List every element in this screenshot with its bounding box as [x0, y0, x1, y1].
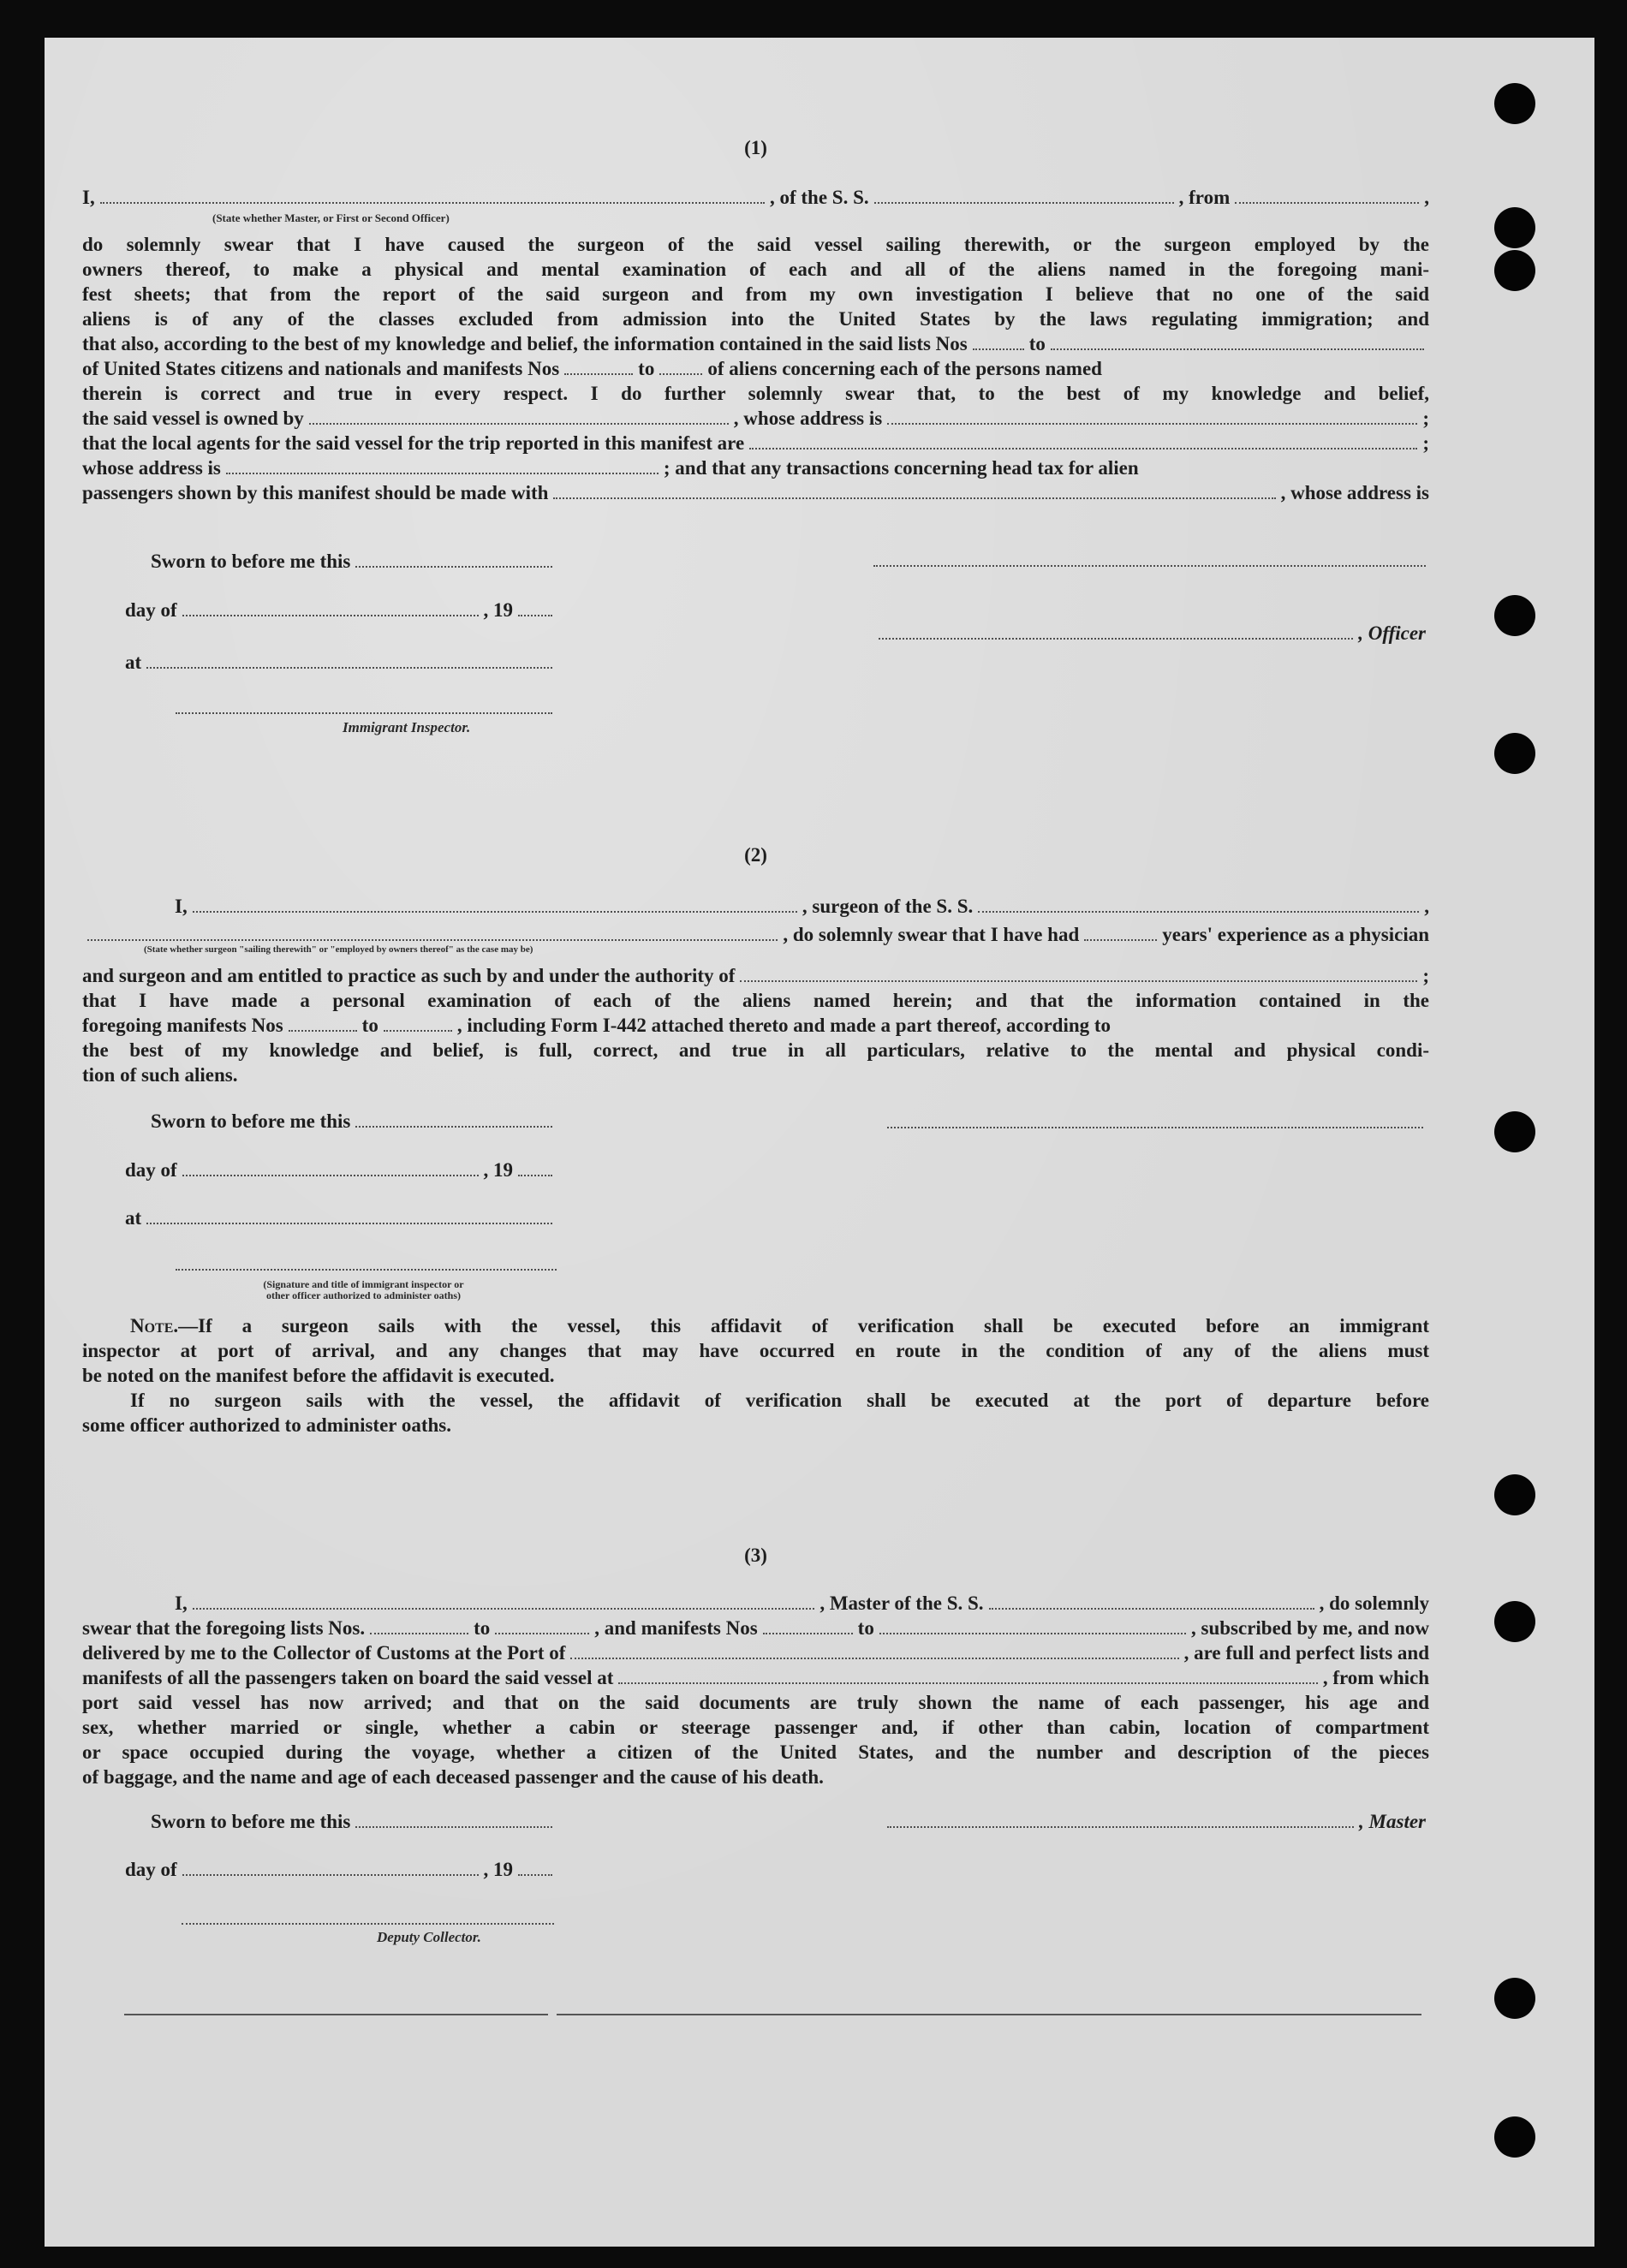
surgeon-status-field[interactable] [87, 939, 778, 941]
s1-officer-caption: (State whether Master, or First or Second Officer) [212, 211, 450, 224]
punch-hole [1494, 2116, 1535, 2158]
s3-lists-to-field[interactable] [495, 1633, 589, 1634]
s2-day-field[interactable] [182, 1175, 479, 1176]
s1-at-field[interactable] [146, 667, 552, 669]
s2-signature-caption: (Signature and title of immigrant inspector or other officer authorized to administer oaths) [263, 1278, 464, 1301]
s1-day-field[interactable] [182, 615, 479, 616]
section-1-body [82, 185, 1429, 210]
lists-to-field[interactable] [1051, 348, 1424, 350]
s3-sworn-field[interactable] [355, 1826, 552, 1828]
inspector-signature-line[interactable] [176, 712, 552, 714]
punch-hole [1494, 250, 1535, 291]
s3-manifests-from-field[interactable] [763, 1633, 853, 1634]
s2-at-field[interactable] [146, 1223, 552, 1224]
master-name-field[interactable] [193, 1608, 815, 1610]
s1-line-officer: I, , of the S. S. , from , [82, 187, 1429, 208]
bottom-rule-left [124, 2014, 548, 2015]
local-agents-field[interactable] [749, 448, 1417, 449]
officer-title-field[interactable] [879, 638, 1353, 640]
punch-hole [1494, 1978, 1535, 2019]
master-label: , Master [1359, 1811, 1426, 1832]
s2-manifests-from-field[interactable] [289, 1030, 357, 1032]
section-1-number: (1) [744, 137, 767, 158]
deputy-caption: Deputy Collector. [377, 1929, 481, 1945]
inspector-caption: Immigrant Inspector. [343, 719, 471, 735]
manifests-from-field[interactable] [564, 373, 633, 375]
section-2-number: (2) [744, 844, 767, 866]
from-port-field[interactable] [1235, 202, 1419, 204]
s3-manifests-to-field[interactable] [879, 1633, 1186, 1634]
officer-signature-line[interactable] [873, 565, 1426, 567]
master-signature-line[interactable] [887, 1826, 1354, 1828]
punch-hole [1494, 83, 1535, 124]
officer-label: , Officer [1358, 622, 1426, 644]
section-1-paragraph: do solemnly swear that I have caused the surgeon of the said vessel sailing therewith, or the surgeon employed by the owners thereof, to make a physical and mental examination of each and all of the aliens named in the foregoing mani- fest sheets; that from the report of the said surgeon and from my own investigation I believe that no one of the said aliens is of any of the classes excluded from admission into the United States by the laws regulating immigration; and that also, according to the best of my knowledge and belief, the information contained in the said lists Nos to of United States citizens and nationals and manifests Nos to of aliens concerning each of the persons named therein is correct and true in every respect. I do further solemnly swear that, to the best of my knowledge and belief, the said vessel is owned by , whose address is ; that the local agents for the said vessel for the trip reported in this manifest are ; whose address is ; and that any transactions concerning head tax for alien passengers shown by this manifest should be made with , whose address is [82, 234, 1429, 503]
punch-hole [1494, 1601, 1535, 1642]
punch-hole [1494, 733, 1535, 774]
s1-sworn-field[interactable] [355, 566, 552, 568]
s1-year-field[interactable] [518, 615, 552, 616]
s2-year-field[interactable] [518, 1175, 552, 1176]
officer-rank-field[interactable] [100, 202, 765, 204]
s3-lists-from-field[interactable] [370, 1633, 468, 1634]
owner-field[interactable] [309, 423, 729, 425]
s2-vessel-field[interactable] [978, 911, 1419, 913]
s2-sworn-field[interactable] [355, 1126, 552, 1128]
s3-vessel-field[interactable] [989, 1608, 1314, 1610]
section-3-number: (3) [744, 1545, 767, 1566]
surgeon-signature-line[interactable] [887, 1127, 1423, 1128]
surgeon-name-field[interactable] [193, 911, 797, 913]
agents-address-field[interactable] [226, 473, 659, 474]
s2-surgeon-caption: (State whether surgeon "sailing therewith" or "employed by owners thereof" as the case may be) [144, 944, 533, 955]
note-block: Note.—If a surgeon sails with the vessel, this affidavit of verification shall be executed before an immigrant inspector at port of arrival, and any changes that may have occurred en route in the condition of any of the aliens must be noted on the manifest before the affidavit is executed. If no surgeon sails with the vessel, the affidavit of verification shall be executed at the port of departure before some officer authorized to administer oaths. [82, 1315, 1429, 1436]
embark-port-field[interactable] [618, 1682, 1317, 1684]
manifests-to-field[interactable] [659, 373, 702, 375]
port-field[interactable] [570, 1658, 1178, 1659]
s2-manifests-to-field[interactable] [384, 1030, 452, 1032]
punch-hole [1494, 207, 1535, 248]
punch-hole [1494, 595, 1535, 636]
bottom-rule-right [557, 2014, 1421, 2015]
s3-day-field[interactable] [182, 1874, 479, 1876]
s1-sworn-label: Sworn to before me this [151, 551, 351, 572]
s3-year-field[interactable] [518, 1874, 552, 1876]
head-tax-contact-field[interactable] [553, 497, 1275, 499]
punch-hole [1494, 1111, 1535, 1152]
years-experience-field[interactable] [1084, 939, 1157, 941]
vessel-name-field[interactable] [874, 202, 1174, 204]
lists-from-field[interactable] [973, 348, 1024, 350]
punch-hole [1494, 1474, 1535, 1515]
authority-field[interactable] [740, 980, 1417, 982]
deputy-signature-line[interactable] [182, 1923, 554, 1925]
s2-inspector-signature-line[interactable] [176, 1269, 557, 1271]
owner-address-field[interactable] [887, 423, 1417, 425]
